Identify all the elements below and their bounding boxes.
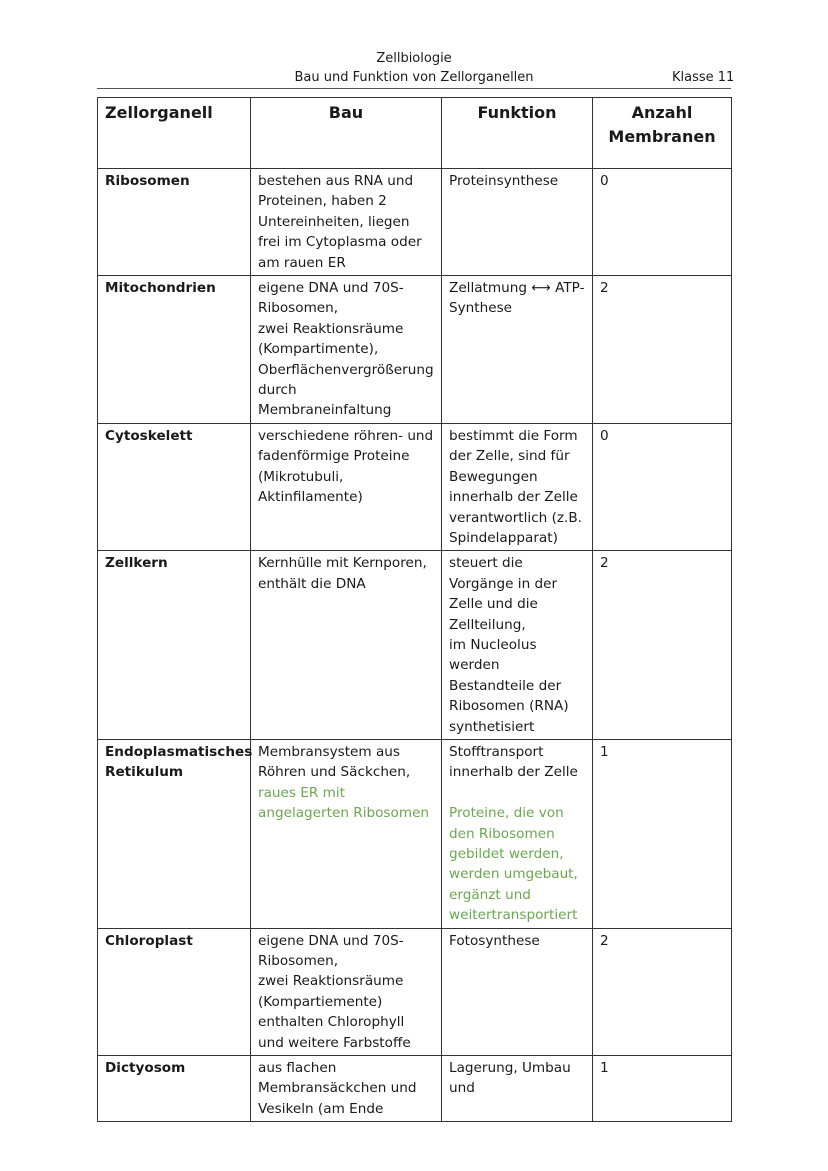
bau-cell [251, 276, 442, 424]
header-funktion: Funktion [442, 98, 593, 169]
membranen-cell: 0 [593, 423, 732, 550]
funktion-text: steuert die Vorgänge in der Zelle und die Zellteilung, im Nucleolus werden Bestandteile der Ribosomen (RNA) synthetisiert [449, 555, 569, 735]
funktion-cell [442, 551, 593, 740]
table-row [98, 739, 732, 928]
membranen-cell: 1 [593, 739, 732, 928]
table-row [98, 423, 732, 550]
funktion-cell: Lagerung, Umbau und [442, 1056, 593, 1122]
funktion-cell [442, 739, 593, 928]
organelle-name: Dictyosom [98, 1056, 251, 1122]
organelle-name: Endoplasmatisches Retikulum [98, 739, 251, 928]
funktion-text: Stofftransport innerhalb der Zelle [449, 743, 578, 781]
table-row [98, 169, 732, 276]
organelle-name: Chloroplast [98, 928, 251, 1055]
table-header-row [98, 98, 732, 169]
bau-cell [251, 928, 442, 1055]
header-bau: Bau [251, 98, 442, 169]
funktion-cell: bestimmt die Form der Zelle, sind für Bewegungen innerhalb der Zelle verantwortlich (z.B. Spindelapparat) [442, 423, 593, 550]
class-label: Klasse 11 [672, 70, 735, 85]
membranen-cell: 1 [593, 1056, 732, 1122]
organelle-table [97, 97, 732, 1122]
bau-text: eigene DNA und 70S-Ribosomen, zwei Reaktionsräume (Kompartiemente) enthalten Chlorophyll und weitere Farbstoffe [258, 932, 411, 1051]
bau-cell: bestehen aus RNA und Proteinen, haben 2 Untereinheiten, liegen frei im Cytoplasma oder am rauen ER [251, 169, 442, 276]
bau-cell: verschiedene röhren- und fadenförmige Proteine (Mikrotubuli, Aktinfilamente) [251, 423, 442, 550]
bau-cell [251, 739, 442, 928]
funktion-cell: Proteinsynthese [442, 169, 593, 276]
membranen-cell: 2 [593, 928, 732, 1055]
header-anzahl-membranen: Anzahl Membranen [593, 98, 732, 169]
bau-text: Membransystem aus Röhren und Säckchen, [258, 743, 411, 781]
membranen-cell: 2 [593, 276, 732, 424]
table-row [98, 551, 732, 740]
funktion-cell: Zellatmung ⟷ ATP-Synthese [442, 276, 593, 424]
organelle-name: Ribosomen [98, 169, 251, 276]
document-subject: Zellbiologie [376, 51, 452, 66]
header-zellorganell: Zellorganell [98, 98, 251, 169]
organelle-name: Zellkern [98, 551, 251, 740]
funktion-cell: Fotosynthese [442, 928, 593, 1055]
table-row [98, 1056, 732, 1122]
membranen-cell: 0 [593, 169, 732, 276]
bau-text: eigene DNA und 70S-Ribosomen, zwei Reaktionsräume (Kompartimente), Oberflächenvergrößerung durch Membraneinfaltung [258, 280, 434, 419]
spacer [449, 783, 585, 803]
document-topic: Bau und Funktion von Zellorganellen [294, 70, 534, 85]
header-rule [97, 88, 731, 89]
organelle-name: Mitochondrien [98, 276, 251, 424]
funktion-text-highlight: Proteine, die von den Ribosomen gebildet werden, werden umgebaut, ergänzt und weitertransportiert [449, 805, 578, 924]
bau-text-highlight: raues ER mit angelagerten Ribosomen [258, 784, 430, 822]
table-row [98, 276, 732, 424]
bau-cell: Kernhülle mit Kernporen, enthält die DNA [251, 551, 442, 740]
membranen-cell: 2 [593, 551, 732, 740]
organelle-name: Cytoskelett [98, 423, 251, 550]
table-row [98, 928, 732, 1055]
bau-cell: aus flachen Membransäckchen und Vesikeln (am Ende [251, 1056, 442, 1122]
